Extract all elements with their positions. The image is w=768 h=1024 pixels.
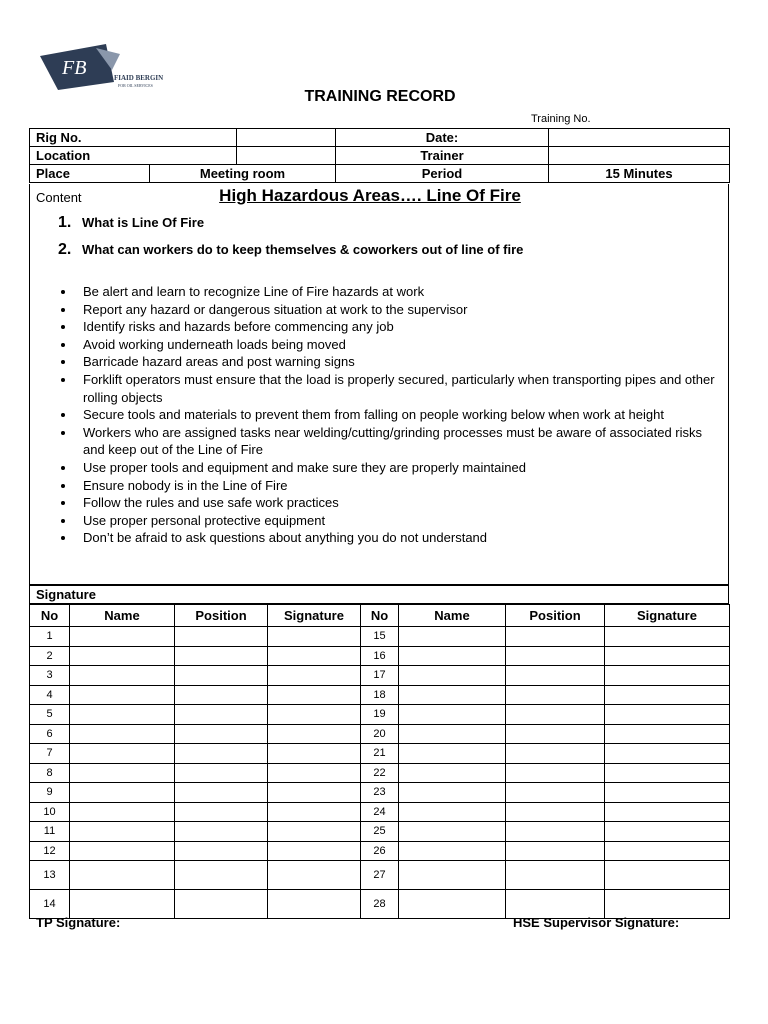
row-number: 17 — [361, 666, 399, 686]
header-row-location — [30, 147, 730, 165]
row-number: 18 — [361, 685, 399, 705]
signature-cell[interactable] — [605, 841, 730, 861]
name-cell[interactable] — [399, 685, 506, 705]
row-number: 9 — [30, 783, 70, 803]
position-cell[interactable] — [506, 744, 605, 764]
training-topic: High Hazardous Areas…. Line Of Fire — [219, 186, 521, 205]
name-cell[interactable] — [70, 666, 175, 686]
name-cell[interactable] — [399, 861, 506, 890]
position-cell[interactable] — [506, 861, 605, 890]
name-cell[interactable] — [399, 763, 506, 783]
bullet-item: Forklift operators must ensure that the load is properly secured, particularly when transporting pipes and other rolling objects — [58, 371, 718, 406]
position-cell[interactable] — [175, 890, 268, 919]
bullet-item: Be alert and learn to recognize Line of Fire hazards at work — [58, 283, 718, 301]
name-cell[interactable] — [399, 783, 506, 803]
rig-label: Rig No. — [30, 129, 237, 147]
position-cell[interactable] — [175, 724, 268, 744]
signature-cell[interactable] — [268, 666, 361, 686]
logo-monogram: FB — [62, 57, 87, 79]
row-number: 13 — [30, 861, 70, 890]
table-row — [30, 763, 730, 783]
position-cell[interactable] — [506, 822, 605, 842]
col-no: No — [361, 605, 399, 627]
col-signature: Signature — [268, 605, 361, 627]
name-cell[interactable] — [399, 627, 506, 647]
name-cell[interactable] — [70, 627, 175, 647]
header-table — [29, 128, 730, 183]
position-cell[interactable] — [506, 627, 605, 647]
position-cell[interactable] — [506, 783, 605, 803]
signature-cell[interactable] — [605, 802, 730, 822]
table-row — [30, 627, 730, 647]
name-cell[interactable] — [399, 744, 506, 764]
position-cell[interactable] — [506, 724, 605, 744]
bullet-item: Barricade hazard areas and post warning signs — [58, 353, 718, 371]
signature-cell[interactable] — [605, 861, 730, 890]
row-number: 19 — [361, 705, 399, 725]
signature-cell[interactable] — [268, 627, 361, 647]
header-row-place — [30, 165, 730, 183]
signature-cell[interactable] — [268, 763, 361, 783]
logo-tagline: FOR OIL SERVICES — [118, 83, 153, 88]
trainer-value[interactable] — [549, 147, 730, 165]
row-number: 14 — [30, 890, 70, 919]
position-cell[interactable] — [175, 744, 268, 764]
bullet-item: Identify risks and hazards before commencing any job — [58, 318, 718, 336]
name-cell[interactable] — [399, 890, 506, 919]
position-cell[interactable] — [175, 783, 268, 803]
name-cell[interactable] — [399, 646, 506, 666]
position-cell[interactable] — [175, 763, 268, 783]
name-cell[interactable] — [70, 841, 175, 861]
content-section — [29, 184, 729, 585]
col-name: Name — [70, 605, 175, 627]
location-value[interactable] — [237, 147, 336, 165]
signature-cell[interactable] — [268, 802, 361, 822]
table-row — [30, 646, 730, 666]
table-row — [30, 685, 730, 705]
position-cell[interactable] — [175, 627, 268, 647]
row-number: 8 — [30, 763, 70, 783]
row-number: 27 — [361, 861, 399, 890]
name-cell[interactable] — [399, 802, 506, 822]
table-row — [30, 705, 730, 725]
row-number: 20 — [361, 724, 399, 744]
table-row — [30, 783, 730, 803]
row-number: 26 — [361, 841, 399, 861]
row-number: 23 — [361, 783, 399, 803]
position-cell[interactable] — [175, 822, 268, 842]
name-cell[interactable] — [70, 783, 175, 803]
name-cell[interactable] — [399, 822, 506, 842]
safety-bullet-list — [58, 283, 718, 547]
trainer-label: Trainer — [336, 147, 549, 165]
table-row — [30, 744, 730, 764]
position-cell[interactable] — [506, 646, 605, 666]
place-value[interactable]: Meeting room — [150, 165, 336, 183]
bullet-item: Report any hazard or dangerous situation at work to the supervisor — [58, 301, 718, 319]
row-number: 16 — [361, 646, 399, 666]
signature-cell[interactable] — [268, 861, 361, 890]
name-cell[interactable] — [70, 822, 175, 842]
name-cell[interactable] — [399, 841, 506, 861]
signature-cell[interactable] — [268, 724, 361, 744]
rig-value[interactable] — [237, 129, 336, 147]
name-cell[interactable] — [70, 744, 175, 764]
date-label: Date: — [336, 129, 549, 147]
row-number: 24 — [361, 802, 399, 822]
row-number: 7 — [30, 744, 70, 764]
name-cell[interactable] — [399, 724, 506, 744]
signature-cell[interactable] — [605, 822, 730, 842]
signature-cell[interactable] — [605, 705, 730, 725]
row-number: 15 — [361, 627, 399, 647]
hse-supervisor-signature-label: HSE Supervisor Signature: — [513, 915, 680, 930]
position-cell[interactable] — [175, 861, 268, 890]
col-no: No — [30, 605, 70, 627]
position-cell[interactable] — [506, 685, 605, 705]
name-cell[interactable] — [70, 763, 175, 783]
row-number: 10 — [30, 802, 70, 822]
signature-cell[interactable] — [605, 646, 730, 666]
period-label: Period — [336, 165, 549, 183]
signature-cell[interactable] — [268, 822, 361, 842]
signature-cell[interactable] — [605, 685, 730, 705]
row-number: 6 — [30, 724, 70, 744]
numbered-questions — [58, 214, 523, 268]
bullet-item: Ensure nobody is in the Line of Fire — [58, 477, 718, 495]
row-number: 5 — [30, 705, 70, 725]
page-title: TRAINING RECORD — [304, 88, 456, 105]
name-cell[interactable] — [70, 685, 175, 705]
position-cell[interactable] — [506, 666, 605, 686]
signature-cell[interactable] — [605, 763, 730, 783]
position-cell[interactable] — [175, 802, 268, 822]
row-number: 28 — [361, 890, 399, 919]
location-label: Location — [30, 147, 237, 165]
col-name: Name — [399, 605, 506, 627]
name-cell[interactable] — [70, 705, 175, 725]
name-cell[interactable] — [399, 705, 506, 725]
signature-cell[interactable] — [605, 724, 730, 744]
date-value[interactable] — [549, 129, 730, 147]
numbered-item: 2. What can workers do to keep themselves & coworkers out of line of fire — [58, 241, 524, 258]
position-cell[interactable] — [175, 685, 268, 705]
table-row — [30, 724, 730, 744]
position-cell[interactable] — [506, 802, 605, 822]
attendance-signature-table — [29, 604, 730, 919]
period-value[interactable]: 15 Minutes — [549, 165, 730, 183]
bullet-item: Secure tools and materials to prevent them from falling on people working below when work at height — [58, 406, 718, 424]
training-no-label: Training No. — [531, 113, 591, 125]
row-number: 22 — [361, 763, 399, 783]
bullet-item: Use proper personal protective equipment — [58, 512, 718, 530]
signature-cell[interactable] — [268, 646, 361, 666]
name-cell[interactable] — [70, 861, 175, 890]
place-label: Place — [30, 165, 150, 183]
bullet-item: Follow the rules and use safe work practices — [58, 494, 718, 512]
row-number: 11 — [30, 822, 70, 842]
bullet-item: Don’t be afraid to ask questions about anything you do not understand — [58, 529, 718, 547]
row-number: 12 — [30, 841, 70, 861]
table-row — [30, 666, 730, 686]
position-cell[interactable] — [175, 841, 268, 861]
signature-cell[interactable] — [268, 744, 361, 764]
tp-signature-label: TP Signature: — [36, 915, 121, 930]
row-number: 21 — [361, 744, 399, 764]
bullet-item: Avoid working underneath loads being moved — [58, 336, 718, 354]
signature-cell[interactable] — [268, 890, 361, 919]
table-row — [30, 822, 730, 842]
signature-cell[interactable] — [268, 841, 361, 861]
position-cell[interactable] — [506, 841, 605, 861]
bullet-item: Use proper tools and equipment and make sure they are properly maintained — [58, 459, 718, 477]
signature-cell[interactable] — [605, 744, 730, 764]
row-number: 25 — [361, 822, 399, 842]
signature-cell[interactable] — [605, 783, 730, 803]
position-cell[interactable] — [506, 705, 605, 725]
name-cell[interactable] — [399, 666, 506, 686]
numbered-item: 1. What is Line Of Fire — [58, 214, 205, 231]
signature-cell[interactable] — [268, 685, 361, 705]
name-cell[interactable] — [70, 646, 175, 666]
position-cell[interactable] — [175, 646, 268, 666]
col-position: Position — [175, 605, 268, 627]
row-number: 2 — [30, 646, 70, 666]
table-row — [30, 802, 730, 822]
bullet-item: Workers who are assigned tasks near welding/cutting/grinding processes must be aware of associated risks and keep out of the Line of Fire — [58, 424, 718, 459]
signature-cell[interactable] — [268, 705, 361, 725]
logo-company-name: FIAID BERGIN — [114, 74, 164, 82]
position-cell[interactable] — [175, 705, 268, 725]
signature-section-title: Signature — [29, 585, 729, 604]
row-number: 4 — [30, 685, 70, 705]
row-number: 1 — [30, 627, 70, 647]
table-row — [30, 861, 730, 890]
position-cell[interactable] — [506, 763, 605, 783]
header-row-rig — [30, 129, 730, 147]
signature-cell[interactable] — [605, 666, 730, 686]
content-label: Content — [36, 190, 82, 205]
col-position: Position — [506, 605, 605, 627]
name-cell[interactable] — [70, 724, 175, 744]
signature-cell[interactable] — [268, 783, 361, 803]
signature-table-header — [30, 605, 730, 627]
name-cell[interactable] — [70, 802, 175, 822]
row-number: 3 — [30, 666, 70, 686]
table-row — [30, 841, 730, 861]
col-signature: Signature — [605, 605, 730, 627]
signature-cell[interactable] — [605, 627, 730, 647]
position-cell[interactable] — [175, 666, 268, 686]
